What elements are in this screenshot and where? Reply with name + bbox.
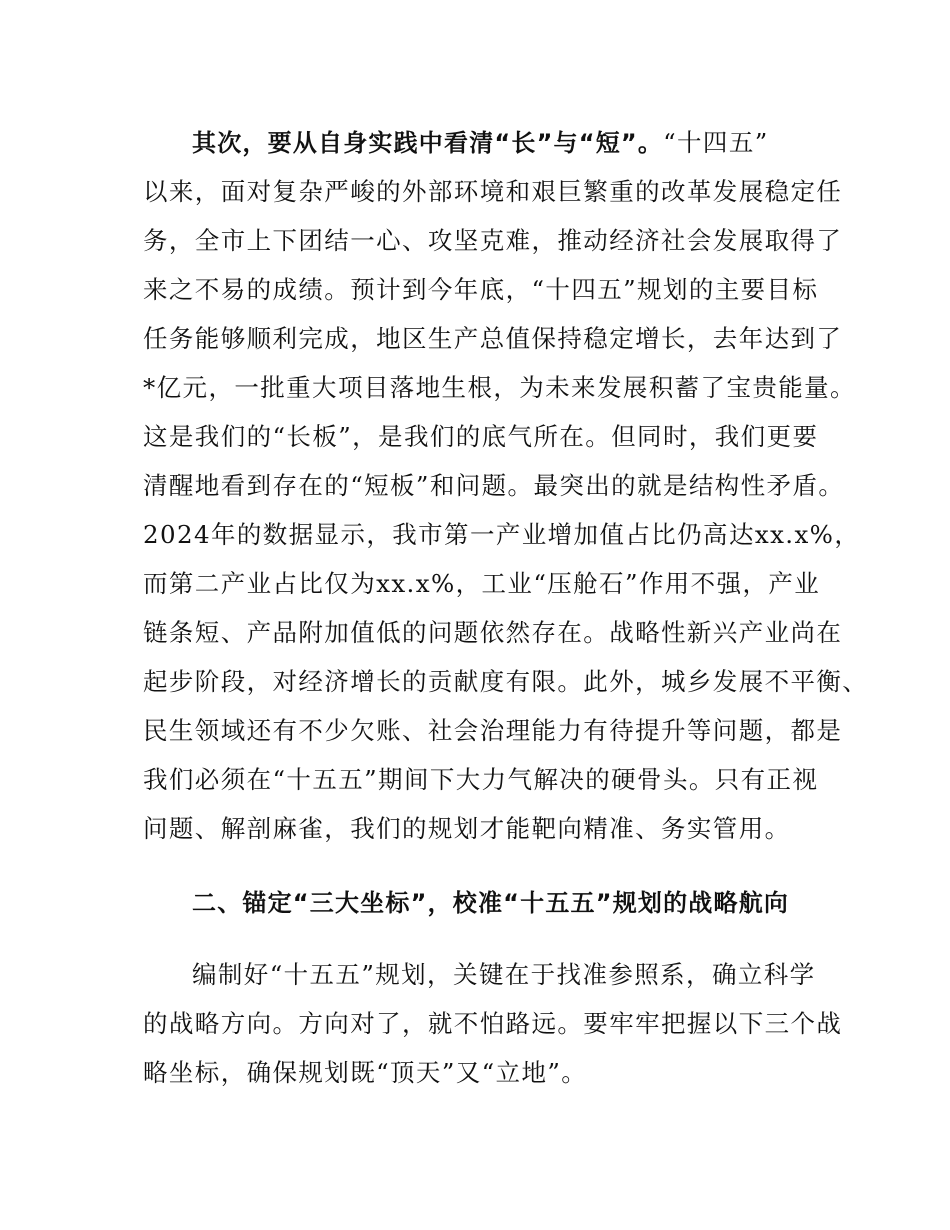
paragraph-1-line-13: 民生领域还有不少欠账、社会治理能力有待提升等问题，都是 [143, 716, 843, 745]
paragraph-1-lead: 其次，要从自身实践中看清“长”与“短”。 [192, 129, 664, 157]
paragraph-1-line-1-tail: “十四五” [663, 128, 769, 157]
paragraph-1-line-2: 以来，面对复杂严峻的外部环境和艰巨繁重的改革发展稳定任 [143, 177, 843, 206]
paragraph-1-line-7: 这是我们的“长板”，是我们的底气所在。但同时，我们更要 [143, 422, 819, 451]
paragraph-1-line-10: 而第二产业占比仅为xx.x%，工业“压舱石”作用不强，产业 [143, 569, 821, 598]
paragraph-1-line-15: 问题、解剖麻雀，我们的规划才能靶向精准、务实管用。 [143, 814, 791, 843]
paragraph-1-line-4: 来之不易的成绩。预计到今年底，“十四五”规划的主要目标 [143, 275, 819, 304]
paragraph-1-line-14: 我们必须在“十五五”期间下大力气解决的硬骨头。只有正视 [143, 765, 819, 794]
paragraph-2-line-2: 的战略方向。方向对了，就不怕路远。要牢牢把握以下三个战 [143, 1009, 843, 1038]
paragraph-2-line-1: 编制好“十五五”规划，关键在于找准参照系，确立科学 [192, 960, 816, 989]
paragraph-1-line-5: 任务能够顺利完成，地区生产总值保持稳定增长，去年达到了 [143, 324, 843, 353]
section-heading-2: 二、锚定“三大坐标”，校准“十五五”规划的战略航向 [192, 889, 790, 917]
paragraph-1-line-6: *亿元，一批重大项目落地生根，为未来发展积蓄了宝贵能量。 [143, 373, 856, 402]
paragraph-1-line-1 [192, 123, 832, 163]
paragraph-1-line-12: 起步阶段，对经济增长的贡献度有限。此外，城乡发展不平衡、 [143, 667, 869, 696]
paragraph-1-line-11: 链条短、产品附加值低的问题依然存在。战略性新兴产业尚在 [143, 618, 843, 647]
paragraph-1-line-8: 清醒地看到存在的“短板”和问题。最突出的就是结构性矛盾。 [143, 471, 845, 500]
paragraph-2-line-3: 略坐标，确保规划既“顶天”又“立地”。 [143, 1058, 588, 1087]
paragraph-1-line-9: 2024年的数据显示，我市第一产业增加值占比仍高达xx.x%， [143, 520, 861, 549]
paragraph-1-line-3: 务，全市上下团结一心、攻坚克难，推动经济社会发展取得了 [143, 226, 843, 255]
